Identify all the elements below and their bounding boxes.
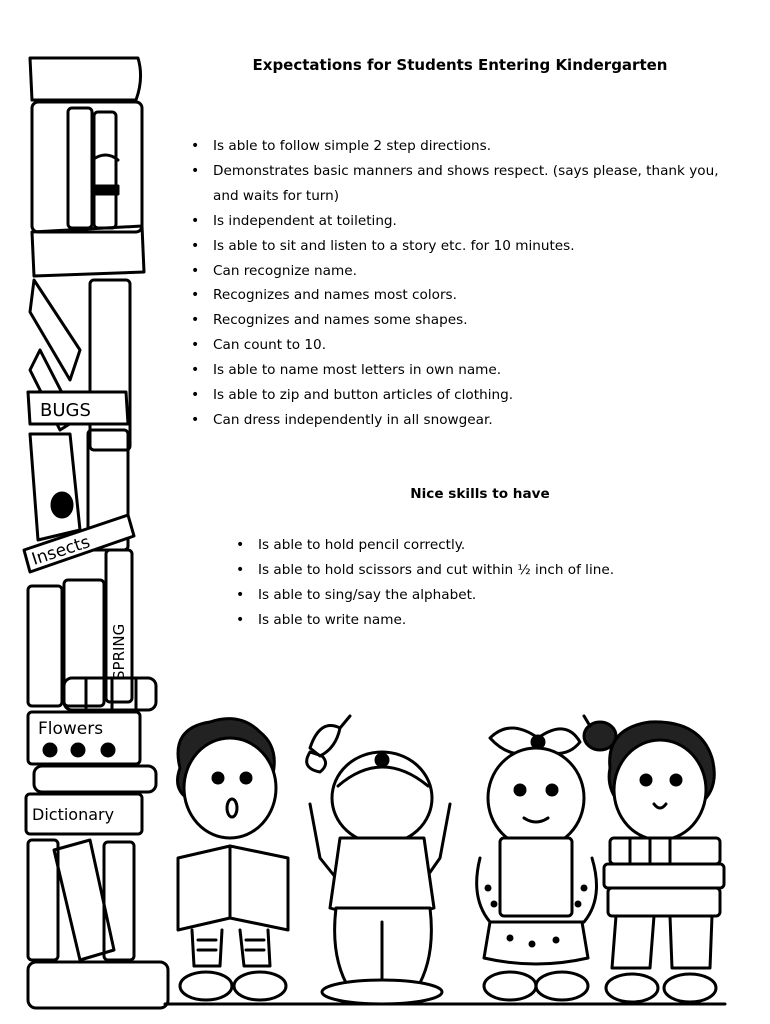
spring-book-label: SPRING: [110, 623, 128, 680]
list-item: • Can dress independently in all snowgear.: [190, 408, 745, 433]
list-item: • Can recognize name.: [190, 259, 745, 284]
list-item: • Is able to sing/say the alphabet.: [235, 583, 695, 608]
list-item: • Recognizes and names some shapes.: [190, 308, 745, 333]
list-item: • Can count to 10.: [190, 333, 745, 358]
list-item: • Recognizes and names most colors.: [190, 283, 745, 308]
list-item: • Is able to write name.: [235, 608, 695, 633]
list-item: • Demonstrates basic manners and shows respect. (says please, thank you, and waits for turn): [190, 159, 745, 209]
bookcase-illustration: [20, 50, 170, 1020]
dictionary-book-label: Dictionary: [32, 805, 115, 824]
list-item: • Is able to zip and button articles of clothing.: [190, 383, 745, 408]
butterfly-icon: [307, 716, 350, 772]
list-item: • Is able to hold pencil correctly.: [235, 533, 695, 558]
child-with-cap: [310, 752, 450, 1004]
child-carrying-books: [604, 722, 724, 1002]
child-reading-book: [178, 719, 288, 1000]
expectations-list: [190, 134, 745, 433]
nice-skills-heading: Nice skills to have: [410, 486, 550, 502]
nice-skills-list: [235, 533, 695, 633]
list-item: • Is able to sit and listen to a story etc. for 10 minutes.: [190, 234, 745, 259]
flowers-book-label: Flowers: [38, 719, 104, 739]
page-title: Expectations for Students Entering Kindergarten: [252, 56, 668, 74]
list-item: • Is able to follow simple 2 step directions.: [190, 134, 745, 159]
bugs-book-label: BUGS: [40, 400, 91, 421]
children-illustration: [160, 708, 730, 1013]
list-item: • Is able to hold scissors and cut within ½ inch of line.: [235, 558, 695, 583]
list-item: • Is able to name most letters in own name.: [190, 358, 745, 383]
list-item: • Is independent at toileting.: [190, 209, 745, 234]
insects-book-label: Insects: [29, 532, 93, 570]
child-with-bow: [477, 728, 597, 1000]
